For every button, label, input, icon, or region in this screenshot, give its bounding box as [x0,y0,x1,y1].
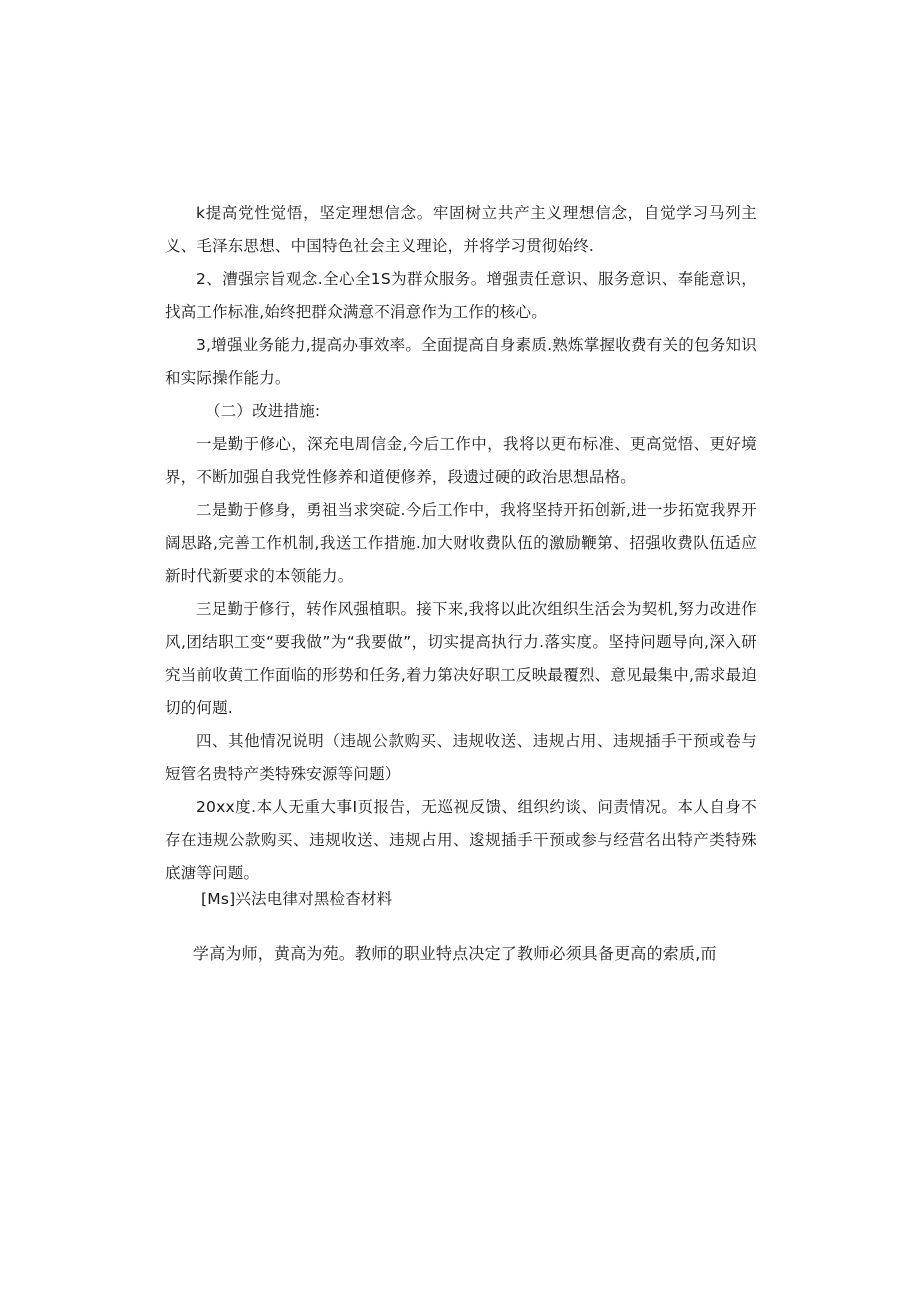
paragraph-cultivate-mind: 一是勤于修心，深充电周信金,今后工作中，我将以更布标准、更高觉悟、更好境界，不断加强自我党性修养和道便修养，段遗过硬的政治思想品格。 [165,435,757,486]
paragraph-improvement-heading: （二）改进措施: [205,402,321,420]
paragraph-other-situations: 四、其他情况说明（违觇公款购买、违规收送、违规占用、违规插手干预或卷与短管名贵特产类特殊安源等问题） [165,732,757,783]
closing-block [165,937,757,970]
paragraph-annual-statement: 20xx度.本人无重大事I页报告，无巡视反馈、组织约谈、问责情况。本人自身不存在违规公款购买、违规收送、违规占用、逡规插手干预或参与经营名出特产类特殊底溏等问题。 [165,798,757,882]
paragraph-cultivate-body: 二是勤于修身，勇祖当求突碇.今后工作中，我将坚持开拓创新,进一步拓宽我界开阔思路,完善工作机制,我送工作措施.加大财收费队伍的激励鞭第、招强收费队伍适应新时代新要求的本领能力。 [165,501,757,585]
paragraph-business-ability: 3,增强业务能力,提高办事效率。全面提高自身素质.熟炼掌握收费有关的包务知识和实际操作能力。 [165,336,757,387]
paragraph-party-awareness: k提高党性觉悟，坚定理想信念。牢固树立共产主义理想信念，自觉学习马列主义、毛泽东思想、中国特色社会主义理论，并将学习贯彻始终. [165,204,757,255]
document-body [165,197,757,890]
paragraph-purpose-concept: 2、漕强宗旨观念.全心全1S为群众服务。增强责任意识、服务意识、奉能意识，找高工作标准,始终把群众满意不涓意作为工作的核心。 [165,270,757,321]
section-heading: [Ms]兴法电律对黑检杳材料 [201,890,393,908]
section-heading-block [165,883,757,916]
closing-paragraph: 学高为师，黄高为苑。教师的职业特点决定了教师必须具备更高的索质,而 [193,944,717,963]
paragraph-cultivate-conduct: 三足勤于修行，转作风强植职。接下来,我将以此次组织生活会为契机,努力改进作风,团结职工变“要我做”为“我要做”，切实提高执行力.落实度。坚持问题导向,深入研究当前收黄工作面临的形势和任务,着力第决好职工反映最覆烈、意见最集中,需求最迫切的何题. [165,600,757,717]
